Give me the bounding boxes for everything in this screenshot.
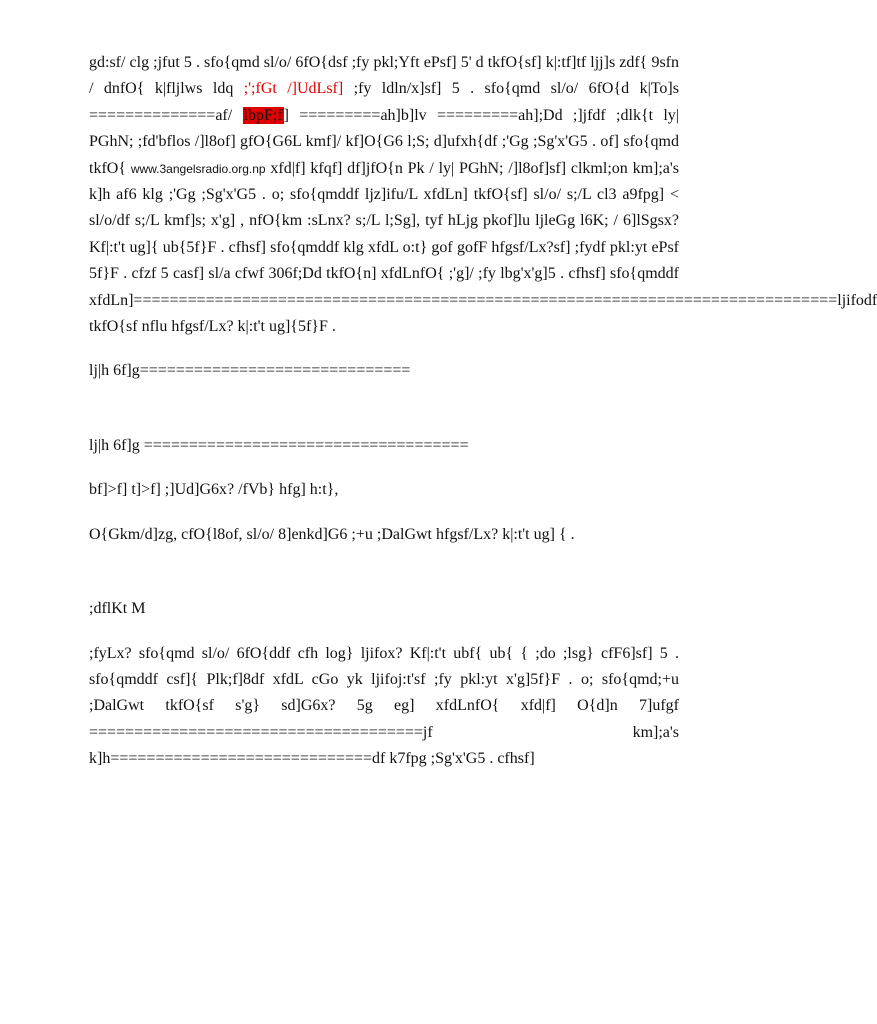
spacer (89, 548, 679, 596)
guest-line-1: lj|h 6f]g============================== (89, 362, 411, 380)
website-url: www.3angelsradio.org.np (130, 161, 266, 176)
intro-paragraph (89, 50, 877, 340)
spacer (89, 340, 679, 358)
closing-paragraph: ;fyLx? sfo{qmd sl/o/ 6fO{ddf cfh log} ljifox? Kf|:t't ubf{ ub{ { ;do ;lsg} cfF6]sf] 5 . sfo{qmddf csf]{ Plk;f]8df xfdL cGo yk ljifoj:t'sf ;fy pkl:yt x'g]5f}F . o; sfo{qmd;+u ;DalGwt tkfO{sf s'g} sd]G6x? 5g eg] xfdLnfO{ xfd|f] O{d]n 7]ufgf =====================================jf km];a's k]h=============================df k7fpg ;Sg'x'G5 . cfhsf] (89, 644, 679, 768)
info-paragraph: O{Gkm/d]zg, cfO{l8of, sl/o/ 8]enkd]G6 ;+u ;DalGwt hfgsf/Lx? k|:t't ug] { . (89, 525, 575, 543)
red-highlighted-phrase: ;';fGt /]UdLsf] (243, 80, 344, 98)
guest-line-2: lj|h 6f]g ==================================== (89, 436, 469, 454)
highlighted-word: lbpF;f (243, 106, 283, 124)
document-page (89, 50, 877, 773)
intro-text-part-d: xfd|f] kfqf] df]jfO{n Pk / ly| PGhN; /]l8of]sf] clkml;on km];a's k]h af6 klg ;'Gg ;Sg'x'G5 . o; sfo{qmddf ljz]ifu/L xfdLn] tkfO{sf] sl/o/ s;/L cl3 a9fpg] < sl/o/df s;/L kmf]s; x'g] , nfO{km :sLnx? s;/L l;Sg], tyf hLjg pkof]lu ljleGg l6K; / 6]lSgsx? Kf|:t't ug]{ ub{5f}F . cfhsf] sfo{qmddf klg xfdL o:t} gof gofF hfgsf/Lx?sf] ;fydf pkl:yt ePsf 5f}F . cfzf 5 casf] sl/a cfwf 306f;Dd tkfO{n] xfdLnfO{ ;'g]/ ;fy lbg'x'g]5 . cfhsf] sfo{qmddf xfdLn]==============================================================================ljifodf tkfO{sf nflu hfgsf/Lx? k|:t't ug]{5f}F . (89, 159, 877, 336)
spacer (89, 459, 679, 477)
closing-heading: ;dflKt M (89, 600, 146, 618)
intro-line: bf]>f] t]>f] ;]Ud]G6x? /fVb} hfg] h:t}, (89, 481, 339, 499)
intro-text-part-b: ;fy ldln/x]sf] 5 . sfo{qmd sl/o/ 6fO{d k|To]s ==============af/ (89, 80, 679, 124)
spacer (89, 623, 679, 641)
intro-text-part-a: gd:sf/ clg ;jfut 5 . sfo{qmd sl/o/ 6fO{dsf ;fy pkl;Yft ePsf] 5' d tkfO{sf] k|:tf]tf ljj]s zdf{ 9sfn / dnfO{ k|fljlws ldq (89, 54, 679, 98)
intro-text-part-c: ] =========ah]b]lv =========ah];Dd ;]jfdf ;dlk{t ly| PGhN; ;fd'bflos /]l8of] gfO{G6L kmf]/ kf]O{G6 l;S; d]ufxh{df ;'Gg ;Sg'x'G5 . of] sfo{qmd tkfO{ (89, 106, 680, 177)
spacer (89, 504, 679, 522)
spacer (89, 385, 679, 433)
